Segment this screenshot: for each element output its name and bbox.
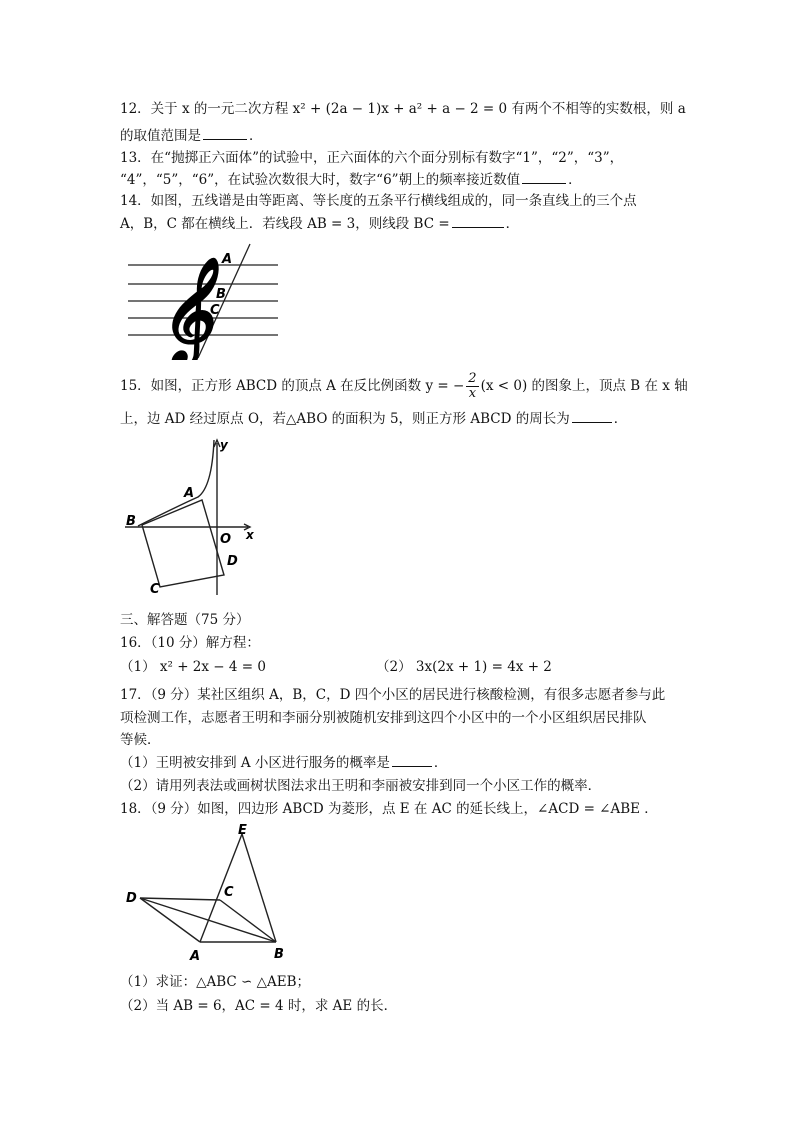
q14-line2-text: A，B，C 都在横线上．若线段 AB = 3，则线段 BC =: [120, 216, 450, 232]
q17-line2: 项检测工作，志愿者王明和李丽分别被随机安排到这四个小区中的一个小区组织居民排队: [120, 710, 647, 726]
q14-line1: 14．如图，五线谱是由等距离、等长度的五条平行横线组成的，同一条直线上的三个点: [120, 193, 637, 209]
q12-line1: 12．关于 x 的一元二次方程 x² + (2a − 1)x + a² + a − 2 = 0 有两个不相等的实数根，则 a: [120, 101, 686, 117]
q15-answer-blank: [572, 410, 612, 423]
q13-answer-blank: [522, 171, 566, 184]
q15-line1-b: (x < 0) 的图象上，顶点 B 在 x 轴: [480, 378, 688, 394]
q18-line1: 18．（9 分）如图，四边形 ABCD 为菱形，点 E 在 AC 的延长线上，∠ACD = ∠ABE ．: [120, 801, 658, 817]
q16-part2: （2） 3x(2x + 1) = 4x + 2: [376, 659, 552, 675]
q15-frac-num: 2: [468, 371, 477, 386]
q15-line1-a: 15．如图，正方形 ABCD 的顶点 A 在反比例函数 y = −: [120, 378, 465, 394]
q15-frac-den: x: [468, 386, 477, 401]
q17-part2: （2）请用列表法或画树状图法求出王明和李丽被安排到同一个小区工作的概率．: [120, 778, 602, 794]
q15-label-a: A: [184, 486, 195, 501]
q12-line2: [120, 127, 263, 145]
q17-part1-end: ．: [433, 755, 448, 771]
q18-label-d: D: [126, 891, 137, 906]
q14-answer-blank: [452, 215, 504, 228]
q15-line1: [120, 372, 688, 401]
q14-line2: [120, 215, 519, 233]
q15-coordinate-figure: [120, 435, 270, 605]
q18-label-b: B: [274, 947, 284, 962]
q17-part1-text: （1）王明被安排到 A 小区进行服务的概率是: [120, 755, 390, 771]
q15-line2-end: ．: [613, 411, 628, 427]
q16-title: 16．（10 分）解方程：: [120, 635, 260, 651]
q18-label-c: C: [224, 885, 234, 900]
q15-label-y: y: [220, 438, 228, 452]
q18-rhombus-figure: [120, 820, 300, 970]
q15-fraction: [466, 372, 478, 401]
q12-line2-end: ．: [249, 128, 263, 144]
q15-label-x: x: [246, 528, 254, 542]
treble-clef-icon: 𝄞: [158, 257, 213, 360]
q17-part1: [120, 754, 447, 772]
q15-label-o: O: [220, 532, 232, 547]
q15-line2-text: 上，边 AD 经过原点 O，若△ABO 的面积为 5，则正方形 ABCD 的周长为: [120, 411, 570, 427]
q15-label-c: C: [150, 582, 160, 597]
q15-label-b: B: [126, 514, 136, 529]
q13-line1: 13．在“抛掷正六面体”的试验中，正六面体的六个面分别标有数字“1”，“2”，“3”，: [120, 150, 624, 166]
q15-line2: [120, 410, 627, 428]
q17-line3: 等候．: [120, 732, 161, 748]
q18-label-a: A: [190, 949, 201, 964]
section-title: 三、解答题（75 分）: [120, 612, 250, 628]
q18-part1: （1）求证：△ABC ∽ △AEB；: [120, 974, 311, 990]
q13-line2-text: “4”，“5”，“6”，在试验次数很大时，数字“6”朝上的频率接近数值: [120, 172, 521, 188]
q17-answer-blank: [392, 754, 432, 767]
q17-line1: 17．（9 分）某社区组织 A，B，C，D 四个小区的居民进行核酸检测，有很多志愿者参与此: [120, 687, 666, 703]
q14-label-a: A: [222, 252, 233, 267]
q18-label-e: E: [238, 823, 247, 838]
q15-label-d: D: [227, 554, 238, 569]
q12-answer-blank: [203, 127, 247, 140]
q12-line2-text: 的取值范围是: [120, 128, 201, 144]
q14-label-c: C: [210, 303, 220, 318]
q13-line2-end: ．: [568, 172, 582, 188]
q13-line2: [120, 171, 582, 189]
q14-line2-end: ．: [505, 216, 520, 232]
q14-staff-figure: [120, 240, 280, 360]
q14-label-b: B: [216, 287, 226, 302]
q18-part2: （2）当 AB = 6，AC = 4 时，求 AE 的长．: [120, 998, 398, 1014]
q16-part1: （1） x² + 2x − 4 = 0: [120, 659, 266, 675]
